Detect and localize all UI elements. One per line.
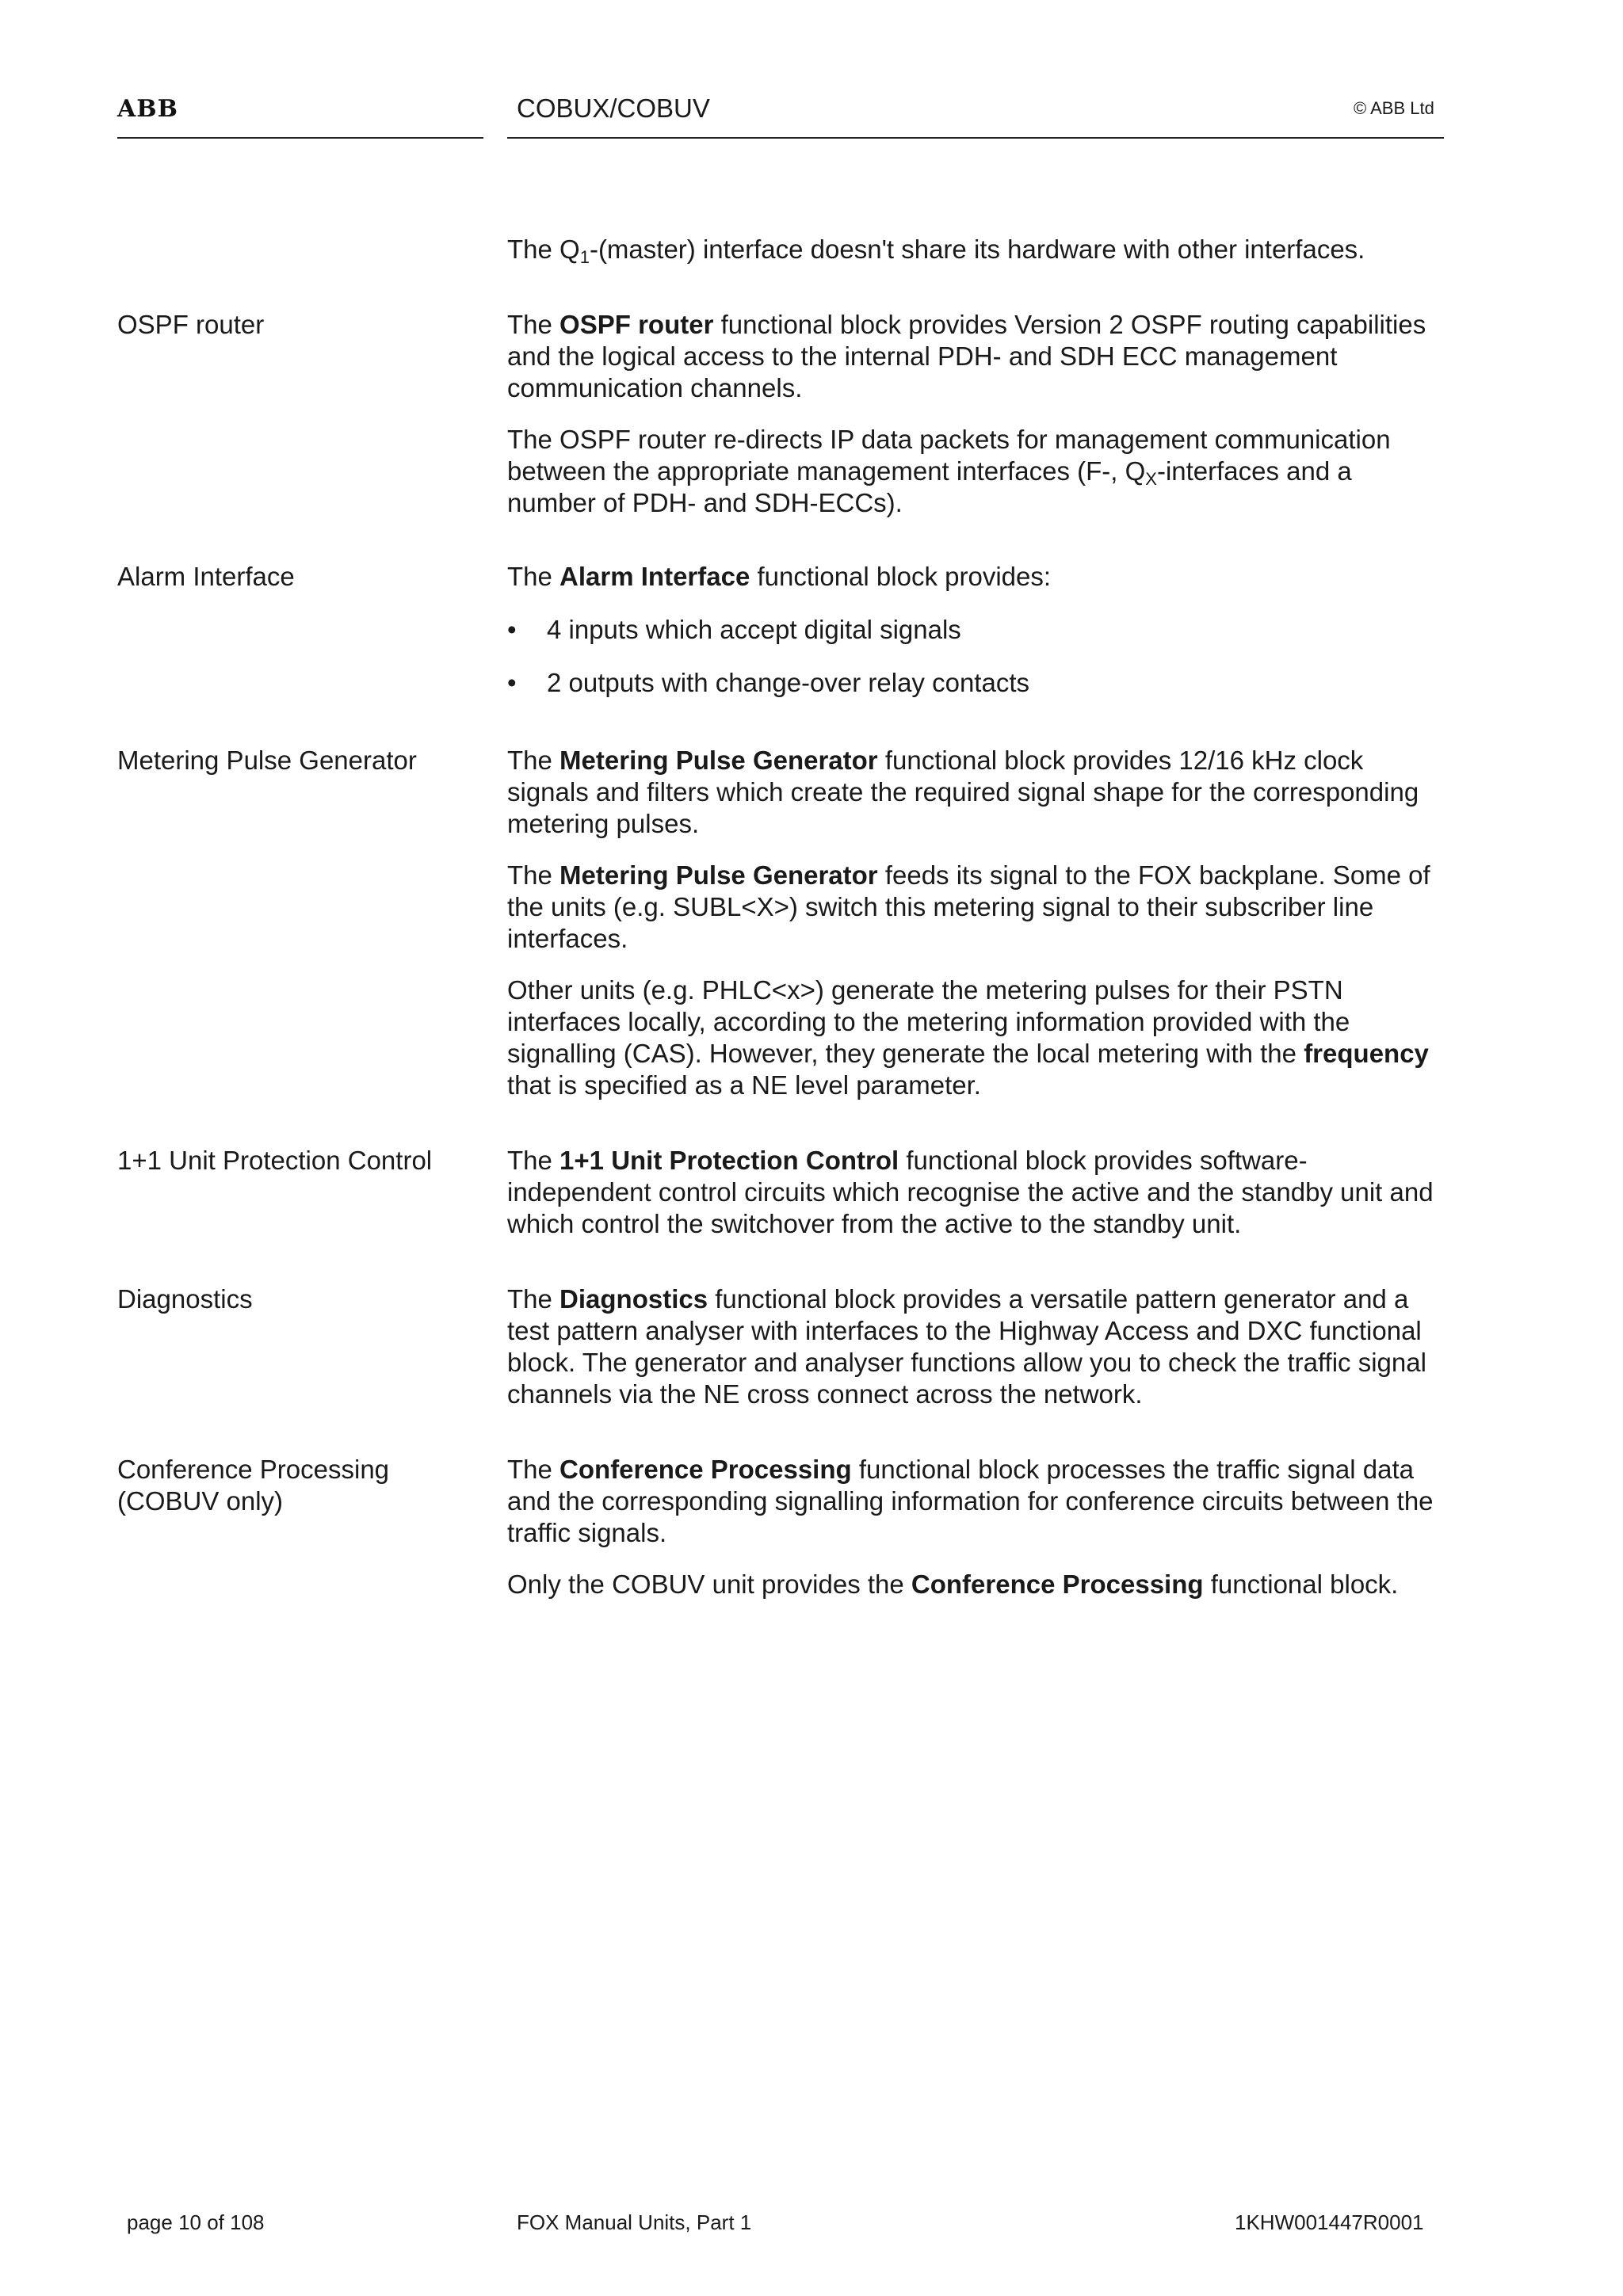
copyright-notice: © ABB Ltd <box>1354 98 1434 118</box>
alarm-interface-text <box>507 561 1446 720</box>
section-label-unit-protection-control: 1+1 Unit Protection Control <box>117 1146 433 1175</box>
intro-paragraph: The $Q_1-(master)$ interface doesn't share its hardware with other interfaces. <box>507 235 1365 267</box>
alarm-bullet-item: • 4 inputs which accept digital signals <box>507 614 1446 646</box>
unit-protection-control-text <box>507 1145 1446 1260</box>
document-id: 1KHW001447R0001 <box>1235 2210 1424 2234</box>
diagnostics-text <box>507 1283 1446 1430</box>
section-label-conference-processing: Conference Processing (COBUV only) <box>117 1455 390 1516</box>
abb-logo: ABB <box>117 95 178 123</box>
manual-title: FOX Manual Units, Part 1 <box>517 2210 752 2234</box>
section-label-metering-pulse-generator: Metering Pulse Generator <box>117 746 417 775</box>
header-rule-right <box>507 137 1444 139</box>
alarm-paragraph-1: The Alarm Interface functional block provides: <box>507 562 1052 591</box>
ospf-paragraph-1: The OSPF router functional block provides Version 2 OSPF routing capabilities and the logical access to the internal PDH- and SDH ECC management communication channels. <box>507 310 1426 402</box>
document-title: COBUX/COBUV <box>517 93 710 123</box>
ospf-router-text <box>507 309 1446 539</box>
conference-paragraph-2: Only the COBUV unit provides the Conference Processing functional block. <box>507 1569 1399 1599</box>
ospf-paragraph-2: The OSPF router re-directs IP data packets for management communication between the appropriate management interfaces (F-, $Q_X$-interfaces and a number of PDH- and SDH-ECCs). <box>507 425 1391 517</box>
page-number: page 10 of 108 <box>127 2210 265 2234</box>
section-label-alarm-interface: Alarm Interface <box>117 562 295 591</box>
alarm-bullet-item: • 2 outputs with change-over relay contacts <box>507 667 1446 699</box>
diagnostics-paragraph-1: The Diagnostics functional block provides a versatile pattern generator and a test pattern analyser with interfaces to the Highway Access and DXC functional block. The generator and analyser functions allow you to check the traffic signal channels via the NE cross connect across the network. <box>507 1284 1426 1409</box>
metering-paragraph-1: The Metering Pulse Generator functional block provides 12/16 kHz clock signals and filters which create the required signal shape for the corresponding metering pulses. <box>507 746 1419 838</box>
header-rule-left <box>117 137 483 139</box>
section-label-diagnostics: Diagnostics <box>117 1284 253 1314</box>
metering-paragraph-3: Other units (e.g. PHLC<x>) generate the metering pulses for their PSTN interfaces locally, according to the metering information provided with the signalling (CAS). However, they generate the local metering with the frequency that is specified as a NE level parameter. <box>507 975 1429 1100</box>
metering-paragraph-2: The Metering Pulse Generator feeds its signal to the FOX backplane. Some of the units (e.g. SUBL<X>) switch this metering signal to their subscriber line interfaces. <box>507 860 1430 953</box>
protection-paragraph-1: The 1+1 Unit Protection Control functional block provides software-independent control circuits which recognise the active and the standby unit and which control the switchover from the active to the standby unit. <box>507 1146 1434 1238</box>
conference-paragraph-1: The Conference Processing functional block processes the traffic signal data and the corresponding signalling information for conference circuits between the traffic signals. <box>507 1455 1434 1547</box>
metering-pulse-generator-text <box>507 745 1446 1121</box>
conference-processing-text <box>507 1454 1446 1620</box>
section-label-ospf-router: OSPF router <box>117 310 265 339</box>
